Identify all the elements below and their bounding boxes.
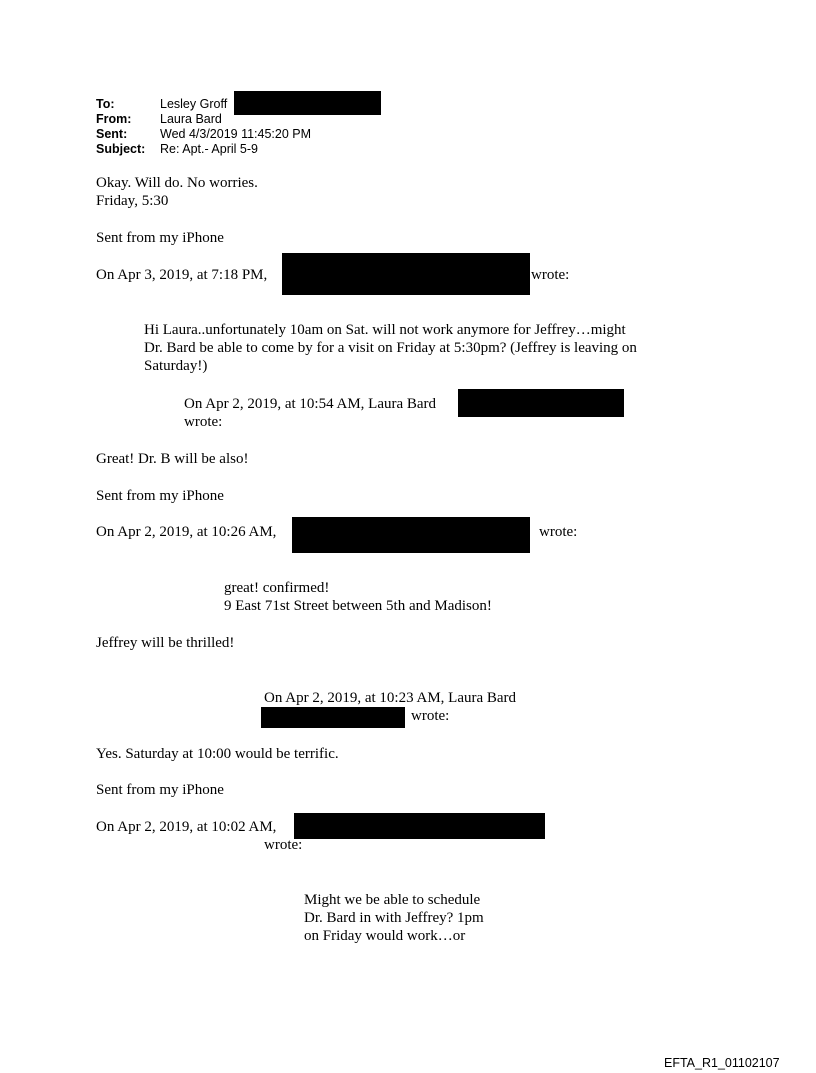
redaction-quote2-email [458, 389, 624, 417]
sent-label: Sent: [96, 127, 128, 141]
document-id: EFTA_R1_01102107 [664, 1056, 780, 1070]
to-value: Lesley Groff [160, 97, 228, 111]
msg6-line2: Dr. Bard in with Jeffrey? 1pm [304, 910, 484, 926]
redaction-quote5-sender [294, 813, 545, 839]
redaction-quote3-sender [292, 517, 530, 553]
reply1-line2: Friday, 5:30 [96, 193, 169, 209]
msg4-line1: great! confirmed! [224, 580, 330, 596]
quote1-prefix: On Apr 3, 2019, at 7:18 PM, [96, 267, 268, 283]
sent-from-iphone-3: Sent from my iPhone [96, 782, 224, 798]
msg5-line1: Yes. Saturday at 10:00 would be terrific. [96, 746, 339, 762]
subject-value: Re: Apt.- April 5-9 [160, 142, 258, 156]
quote5-prefix: On Apr 2, 2019, at 10:02 AM, [96, 819, 277, 835]
quote4-suffix: wrote: [411, 708, 450, 724]
msg6-line3: on Friday would work…or [304, 928, 466, 944]
quote2-prefix: On Apr 2, 2019, at 10:54 AM, Laura Bard [184, 396, 437, 412]
msg2-line2: Dr. Bard be able to come by for a visit on Friday at 5:30pm? (Jeffrey is leaving on [144, 340, 637, 356]
msg4-line2: 9 East 71st Street between 5th and Madison! [224, 598, 492, 614]
sent-value: Wed 4/3/2019 11:45:20 PM [160, 127, 312, 141]
redaction-quote1-sender [282, 253, 530, 295]
reply1-line1: Okay. Will do. No worries. [96, 175, 258, 191]
msg2-line1: Hi Laura..unfortunately 10am on Sat. will not work anymore for Jeffrey…might [144, 322, 626, 338]
msg2-line3: Saturday!) [144, 358, 208, 374]
msg6-line1: Might we be able to schedule [304, 892, 481, 908]
subject-label: Subject: [96, 142, 146, 156]
to-label: To: [96, 97, 115, 111]
quote3-suffix: wrote: [539, 524, 578, 540]
msg3-line1: Great! Dr. B will be also! [96, 451, 249, 467]
sent-from-iphone-1: Sent from my iPhone [96, 230, 224, 246]
quote1-suffix: wrote: [531, 267, 570, 283]
sent-from-iphone-2: Sent from my iPhone [96, 488, 224, 504]
from-value: Laura Bard [160, 112, 222, 126]
quote2-suffix: wrote: [184, 414, 223, 430]
from-label: From: [96, 112, 132, 126]
redaction-to-email [234, 91, 381, 115]
quote4-prefix: On Apr 2, 2019, at 10:23 AM, Laura Bard [264, 690, 517, 706]
redaction-quote4-email [261, 707, 405, 728]
quote3-prefix: On Apr 2, 2019, at 10:26 AM, [96, 524, 277, 540]
msg4-line3: Jeffrey will be thrilled! [96, 635, 235, 651]
quote5-suffix: wrote: [264, 837, 303, 853]
